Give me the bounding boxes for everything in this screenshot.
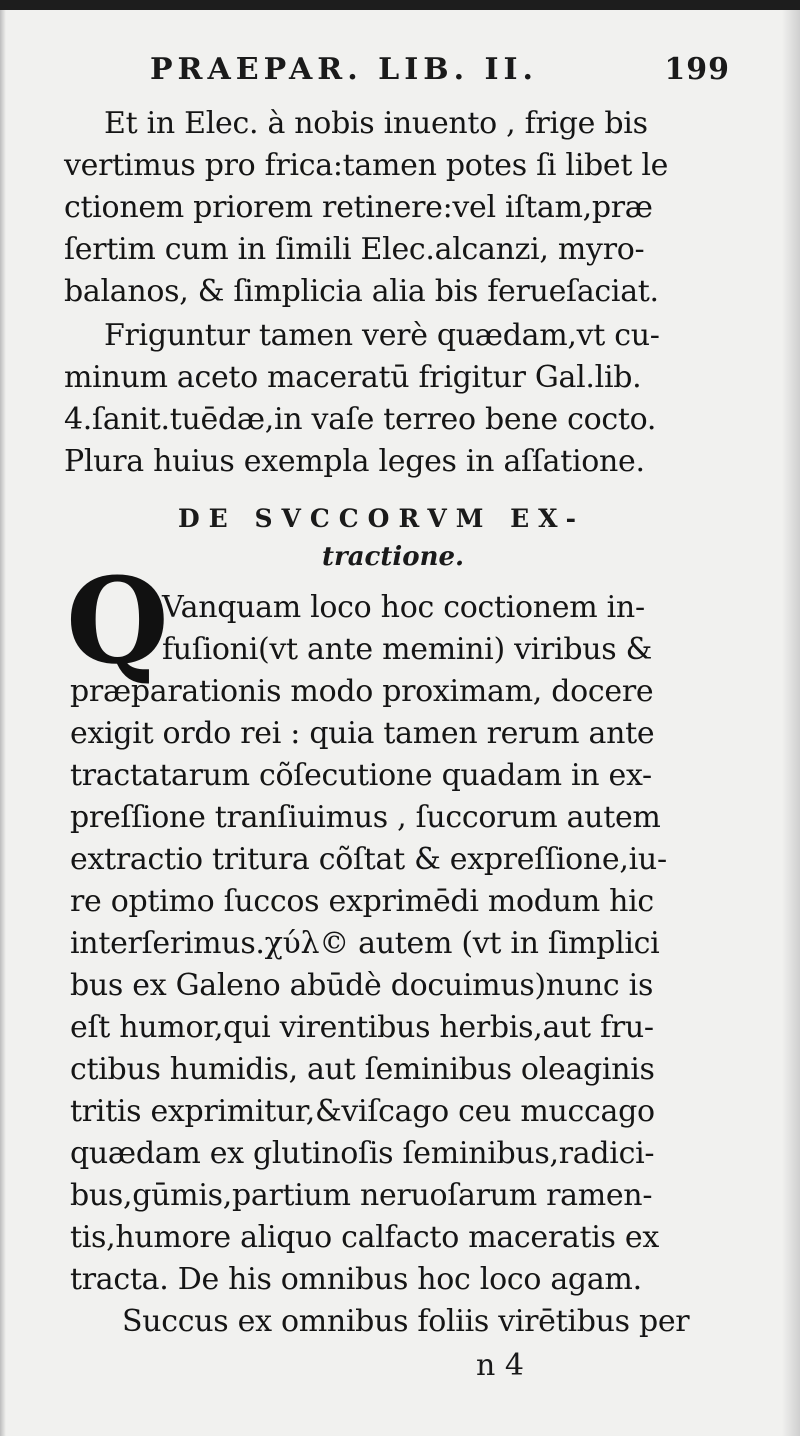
text-line: ctionem priorem retinere:vel iſtam,præ [64,190,653,225]
text-line: tis,humore aliquo calfacto maceratis ex [70,1220,659,1255]
text-line: bus,gūmis,partium neruoſarum ramen- [70,1178,653,1213]
text-line: interſerimus.χύλ© autem (vt in ſimplici [70,926,660,961]
text-line: Friguntur tamen verè quædam,vt cu- [104,318,660,353]
section-heading: DE SVCCORVM EX- [178,504,586,533]
text-line: vertimus pro frica:tamen potes ſi libet le [64,148,669,183]
text-line: re optimo ſuccos exprimēdi modum hic [70,884,654,919]
text-line: preſſione tranſiuimus , ſuccorum autem [70,800,661,835]
signature-mark: n 4 [476,1348,524,1383]
text-line: Vanquam loco hoc coctionem in- [162,590,645,625]
text-line: ctibus humidis, aut ſeminibus oleaginis [70,1052,655,1087]
text-line: quædam ex glutinoſis ſeminibus,radici- [70,1136,655,1171]
section-heading-continuation: tractione. [322,542,465,572]
running-head: PRAEPAR. LIB. II. [150,52,538,87]
text-line: tritis exprimitur,&viſcago ceu muccago [70,1094,655,1129]
text-line: tractatarum cõſecutione quadam in ex- [70,758,652,793]
text-line: præparationis modo proximam, docere [70,674,654,709]
page-header [150,52,730,96]
text-line: Succus ex omnibus foliis virētibus per [122,1304,690,1339]
text-line: minum aceto maceratū frigitur Gal.lib. [64,360,642,395]
drop-cap: Q [66,551,169,690]
text-line: tracta. De his omnibus hoc loco agam. [70,1262,642,1297]
text-line: fuſioni(vt ante memini) viribus & [162,632,653,667]
text-line: 4.ſanit.tuēdæ,in vaſe terreo bene cocto. [64,402,657,437]
page-number: 199 [664,52,730,87]
text-line: bus ex Galeno abūdè docuimus)nunc is [70,968,654,1003]
text-line: eſt humor,qui virentibus herbis,aut fru- [70,1010,654,1045]
text-line: balanos, & ſimplicia alia bis ferueſaciat. [64,274,659,309]
text-line: Et in Elec. à nobis inuento , frige bis [104,106,648,141]
text-line: Plura huius exempla leges in aſſatione. [64,444,645,479]
text-line: extractio tritura cõſtat & expreſſione,iu- [70,842,667,877]
text-line: ſertim cum in ſimili Elec.alcanzi, myro- [64,232,645,267]
text-line: exigit ordo rei : quia tamen rerum ante [70,716,655,751]
